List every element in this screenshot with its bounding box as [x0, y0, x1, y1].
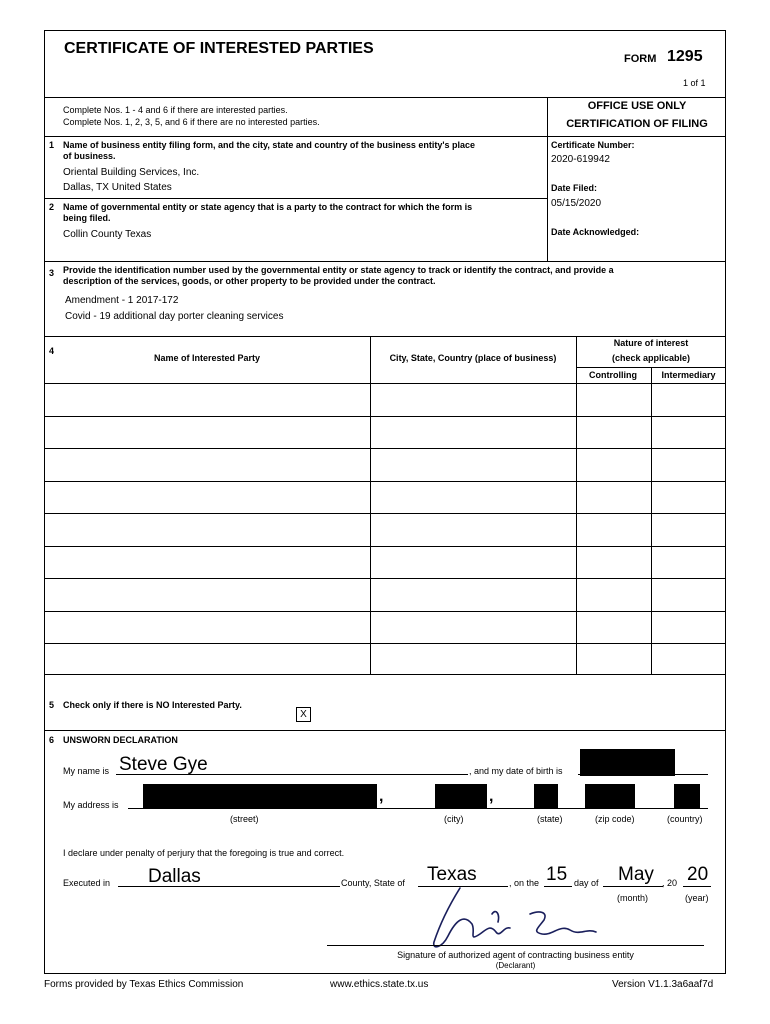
cert-number-label: Certificate Number: — [551, 140, 635, 150]
city-label: (city) — [444, 814, 464, 824]
on-the-label: , on the — [509, 878, 540, 888]
section-5-divider — [44, 730, 726, 731]
state-label: (state) — [537, 814, 563, 824]
col-header-city: City, State, Country (place of business) — [389, 353, 557, 363]
table-row-line — [44, 643, 726, 644]
col-header-intermediary: Intermediary — [661, 370, 716, 380]
table-row-line — [44, 383, 726, 384]
dob-underline — [578, 774, 708, 775]
redacted-street — [143, 784, 377, 809]
instruction-line-2: Complete Nos. 1, 2, 3, 5, and 6 if there are no interested parties. — [63, 117, 320, 127]
entity-location: Dallas, TX United States — [63, 182, 172, 193]
year-underline — [683, 886, 711, 887]
month-underline — [603, 886, 663, 887]
month-label: (month) — [617, 893, 649, 903]
table-row-line — [44, 674, 726, 675]
section-1-label-1: Name of business entity filing form, and the city, state and country of the business entity's place — [63, 140, 476, 150]
county-state-label: County, State of — [341, 878, 405, 888]
day-of-label: day of — [574, 878, 599, 888]
form-title: CERTIFICATE OF INTERESTED PARTIES — [64, 40, 374, 57]
governmental-entity: Collin County Texas — [63, 229, 152, 240]
section-2-label-2: being filed. — [63, 213, 111, 223]
redacted-zip — [585, 784, 635, 809]
contract-id: Amendment - 1 2017-172 — [65, 295, 179, 306]
redacted-country — [674, 784, 700, 809]
address-comma-1: , — [379, 788, 384, 805]
form-number: 1295 — [667, 48, 703, 65]
section-3-number: 3 — [49, 268, 55, 278]
section-3-label-2: description of the services, goods, or other property to be provided under the contract. — [63, 276, 436, 286]
table-row-line — [44, 416, 726, 417]
redacted-city — [435, 784, 487, 809]
section-5-label: Check only if there is NO Interested Party. — [63, 700, 242, 710]
col-header-name: Name of Interested Party — [153, 353, 261, 363]
perjury-statement: I declare under penalty of perjury that the foregoing is true and correct. — [63, 848, 345, 858]
col-header-nature: Nature of interest — [613, 338, 689, 348]
office-use-title: OFFICE USE ONLY — [587, 100, 687, 112]
no-interested-party-checkbox[interactable]: X — [296, 707, 311, 722]
declarant-name: Steve Gye — [119, 754, 208, 775]
dob-label: , and my date of birth is — [469, 766, 563, 776]
instructions-divider — [44, 136, 726, 137]
date-filed-value: 05/15/2020 — [551, 198, 602, 209]
col-divider-2 — [576, 336, 577, 674]
section-1-label-2: of business. — [63, 151, 116, 161]
my-name-label: My name is — [63, 766, 110, 776]
page-info: 1 of 1 — [683, 78, 706, 88]
signature-line — [327, 945, 704, 946]
redacted-dob — [580, 749, 675, 776]
address-comma-2: , — [489, 788, 494, 805]
section-6-number: 6 — [49, 735, 55, 745]
certification-title: CERTIFICATION OF FILING — [566, 118, 708, 130]
nature-subheader-line — [576, 367, 726, 368]
section-1-number: 1 — [49, 140, 55, 150]
section-1-divider — [44, 198, 547, 199]
form-label: FORM — [624, 53, 657, 65]
executed-month: May — [618, 864, 654, 885]
col-header-controlling: Controlling — [589, 370, 637, 380]
section-2-label-1: Name of governmental entity or state agency that is a party to the contract for which the form is — [63, 202, 473, 212]
table-row-line — [44, 578, 726, 579]
redacted-state — [534, 784, 558, 809]
table-row-line — [44, 546, 726, 547]
footer-version: Version V1.1.3a6aaf7d — [612, 979, 714, 990]
section-3-divider — [44, 336, 726, 337]
address-label: My address is — [63, 800, 119, 810]
executed-in-label: Executed in — [63, 878, 111, 888]
section-5-number: 5 — [49, 700, 55, 710]
section-2-number: 2 — [49, 202, 55, 212]
section-4-number: 4 — [49, 346, 55, 356]
street-label: (street) — [230, 814, 259, 824]
footer-provider: Forms provided by Texas Ethics Commission — [44, 979, 244, 990]
date-filed-label: Date Filed: — [551, 183, 598, 193]
cert-number-value: 2020-619942 — [551, 154, 610, 165]
signature-label: Signature of authorized agent of contracting business entity — [397, 950, 634, 960]
executed-day: 15 — [546, 864, 568, 885]
executed-year: 20 — [687, 864, 709, 885]
col-divider-1 — [370, 336, 371, 674]
country-label: (country) — [667, 814, 703, 824]
executed-city: Dallas — [148, 866, 201, 887]
instruction-line-1: Complete Nos. 1 - 4 and 6 if there are interested parties. — [63, 105, 288, 115]
entity-name: Oriental Building Services, Inc. — [63, 167, 200, 178]
contract-description: Covid - 19 additional day porter cleaning services — [65, 311, 284, 322]
table-row-line — [44, 513, 726, 514]
table-row-line — [44, 611, 726, 612]
table-row-line — [44, 448, 726, 449]
header-divider — [44, 97, 726, 98]
table-row-line — [44, 481, 726, 482]
year-label: (year) — [685, 893, 709, 903]
executed-state: Texas — [427, 864, 477, 885]
col-divider-3 — [651, 367, 652, 674]
year-prefix: , 20 — [662, 878, 678, 888]
section-6-title: UNSWORN DECLARATION — [63, 735, 178, 745]
section-2-divider — [44, 261, 726, 262]
date-ack-label: Date Acknowledged: — [551, 227, 640, 237]
section-3-label-1: Provide the identification number used by the governmental entity or state agency to track or identify the contract, and provide a — [63, 265, 614, 275]
footer-website[interactable]: www.ethics.state.tx.us — [330, 979, 429, 990]
col-header-check: (check applicable) — [611, 353, 691, 363]
zip-label: (zip code) — [595, 814, 635, 824]
declarant-label: (Declarant) — [495, 961, 536, 970]
